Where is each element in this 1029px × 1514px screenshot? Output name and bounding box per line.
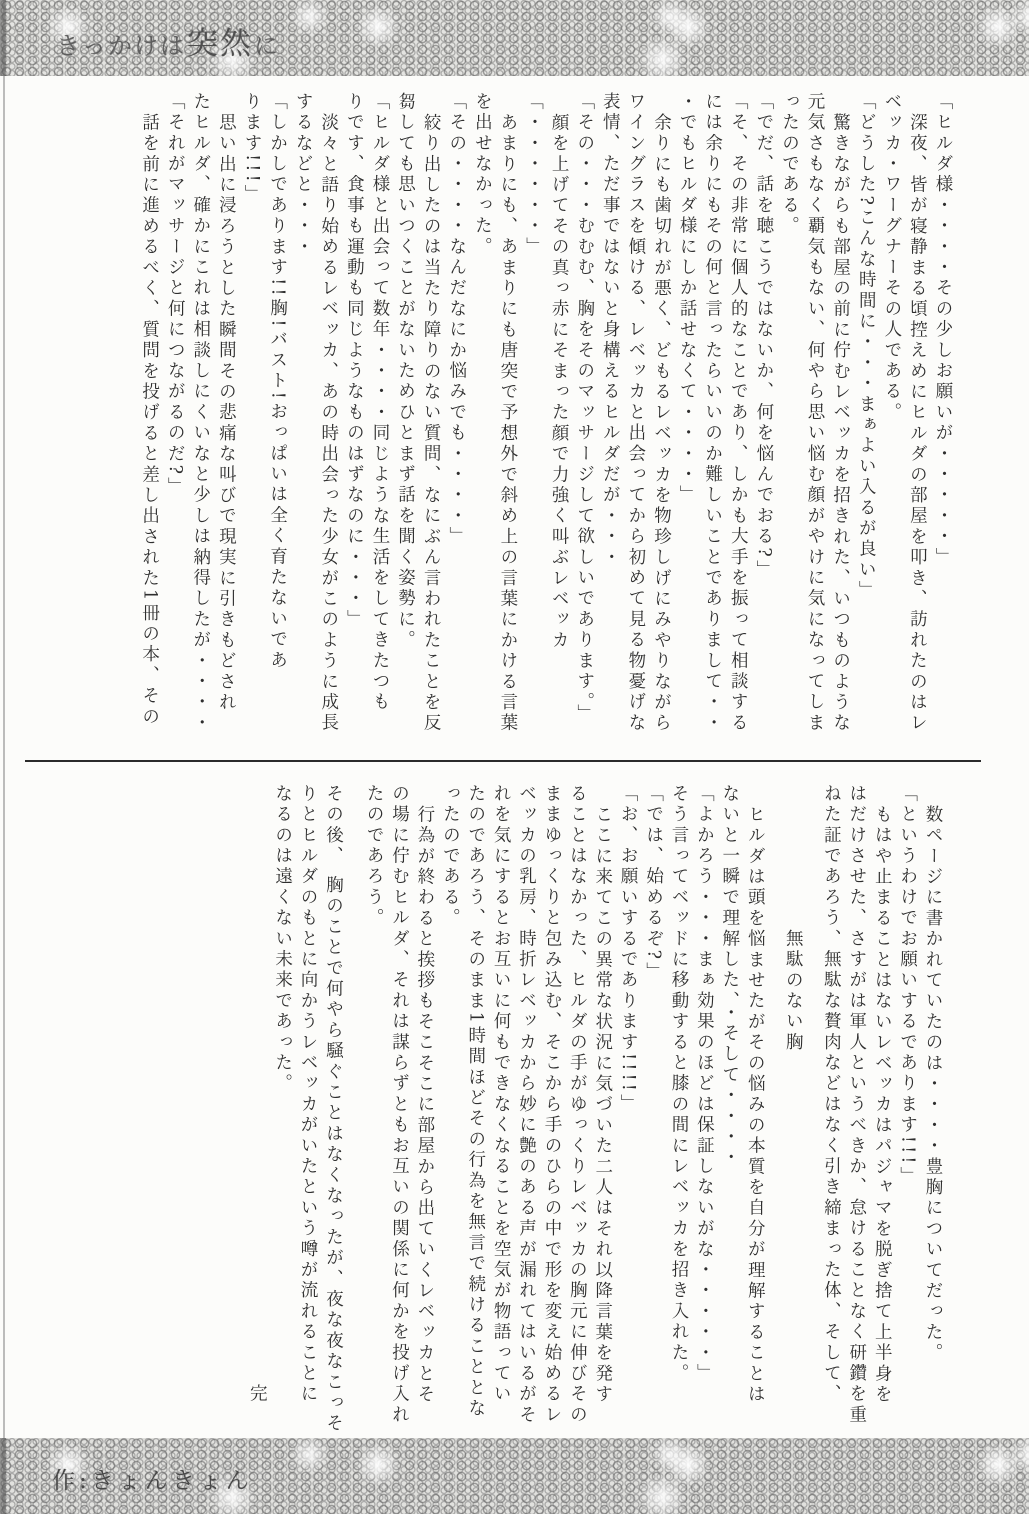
text-column: 「よかろう・・・まぁ効果のほどは保証しないがな・・・・・」 bbox=[694, 784, 715, 1385]
text-column: 思い出に浸ろうとした瞬間その悲痛な叫びで現実に引きもどされ bbox=[216, 112, 237, 713]
story-text-top bbox=[136, 92, 955, 760]
text-column: には余りにもその何と言ったらいいのか難しいことでありまして・・ bbox=[702, 92, 723, 734]
text-column: 驚きながらも部屋の前に佇むレベッカを招きれた、いつものような bbox=[830, 112, 851, 734]
text-column: 絞り出したのは当たり障りのない質問、なにぶん言われたことを反 bbox=[421, 112, 442, 734]
text-column: 「というわけでお願いするであります!!!」 bbox=[897, 784, 918, 1188]
text-column: 芻しても思いつくことがないためひとまず話を聞く姿勢に。 bbox=[395, 92, 416, 651]
text-column: 「では、始めるぞ?」 bbox=[643, 784, 664, 983]
text-column: 「・・・・・・」 bbox=[523, 92, 544, 258]
page-header bbox=[0, 0, 1029, 76]
text-column: もはや止まることはないレベッカはパジャマを脱ぎ捨て上半身を bbox=[872, 804, 893, 1405]
text-column: 「ヒルダ様・・・・その少しお願いが・・・・・」 bbox=[933, 92, 953, 569]
story-section-1 bbox=[0, 92, 1029, 760]
text-column: ったのである。 bbox=[440, 784, 461, 929]
text-column: ワイングラスを傾ける、レベッカと出会ってから初めて見る物憂げな bbox=[625, 92, 646, 734]
text-column: するなどと・・・ bbox=[293, 92, 314, 258]
text-column: ここに来てこの異常な状況に気づいた二人はそれ以降言葉を発す bbox=[592, 804, 613, 1405]
text-column: なるのは遠くない未来であった。 bbox=[272, 784, 293, 1095]
story-section-2 bbox=[0, 784, 1029, 1438]
page-title bbox=[56, 18, 280, 63]
text-column: 「そ、その非常に個人的なことであり、しかも大手を振って相談する bbox=[728, 92, 749, 734]
text-column: 「どうした?こんな時間に・・・まぁよい入るが良い」 bbox=[856, 92, 877, 602]
text-column: ・でもヒルダ様にしか話せなくて・・・・」 bbox=[677, 92, 698, 506]
text-column: ヒルダは頭を悩ませたがその悩みの本質を自分が理解することは bbox=[745, 804, 766, 1405]
text-column: りです、食事も運動も同じようなものはずなのに・・・」 bbox=[344, 92, 365, 631]
text-column: ベッカ・ワーグナーその人である。 bbox=[881, 92, 902, 424]
text-column: ります!!!」 bbox=[241, 92, 262, 206]
text-column: 「その・・・・なんだなにか悩みでも・・・・」 bbox=[446, 92, 467, 548]
page-title-pre: きっかけは bbox=[56, 32, 186, 60]
text-column: あまりにも、あまりにも唐突で予想外で斜め上の言葉にかける言葉 bbox=[497, 112, 518, 734]
text-column: ったのである。 bbox=[779, 92, 800, 237]
text-column: 淡々と語り始めるレベッカ、あの時出会った少女がこのように成長 bbox=[318, 112, 339, 734]
text-column: 「ヒルダ様と出会って数年・・・・同じような生活をしてきたつも bbox=[369, 92, 390, 713]
text-column: ままゆっくりと包み込む、そこから手のひらの中で形を変え始めるレ bbox=[541, 784, 562, 1426]
story-text-bottom bbox=[244, 784, 945, 1438]
text-column: 「でだ、話を聴こうではないか、何を悩んでおる?」 bbox=[753, 92, 774, 581]
text-column: たのであろう、そのまま1時間ほどその行為を無言で続けることとな bbox=[465, 784, 486, 1420]
text-column: 「お、お願いするであります!!!!」 bbox=[618, 784, 639, 1115]
text-column: 数ページに書かれていたのは・・・・豊胸についてだった。 bbox=[923, 804, 943, 1364]
text-column: 行為が終わると挨拶もそこそこに部屋から出ていくレベッカとそ bbox=[414, 804, 435, 1405]
text-column: 「その・・・むむむ、胸をそのマッサージして欲しいであります。」 bbox=[574, 92, 595, 725]
text-column: 表情、ただ事ではないと身構えるヒルダだが・・・ bbox=[600, 92, 621, 569]
page-title-emphasis: 突然 bbox=[187, 26, 253, 62]
end-mark: 完 bbox=[247, 1384, 268, 1405]
text-column: 「しかしであります!!胸!バスト!おっぱいは全く育たないであ bbox=[267, 92, 288, 672]
text-column: ることはなかった、ヒルダの手がゆっくりレベッカの胸元に伸びその bbox=[567, 784, 588, 1426]
text-column: 話を前に進めるべく、質問を投げると差し出された1冊の本、その bbox=[139, 112, 160, 728]
text-column: たヒルダ、確かにこれは相談しにくいなと少しは納得したが・・・・ bbox=[190, 92, 211, 734]
text-column: たのであろう。 bbox=[364, 784, 385, 929]
text-column: そう言ってベッドに移動すると膝の間にレベッカを招き入れた。 bbox=[668, 784, 689, 1385]
page-body bbox=[0, 76, 1029, 1438]
section-divider bbox=[25, 760, 981, 762]
text-column: ないと一瞬で理解した、・そして・・・・ bbox=[719, 784, 740, 1169]
text-column: を出せなかった。 bbox=[472, 92, 493, 258]
text-column: 深夜、皆が寝静まる頃控えめにヒルダの部屋を叩き、訪れたのはレ bbox=[907, 112, 928, 734]
text-column: りとヒルダのもとに向かうレベッカがいたという噂が流れることに bbox=[298, 784, 319, 1405]
text-column: ねた証であろう、無駄な贅肉などはなく引き締まった体、そして、 bbox=[821, 784, 842, 1405]
text-column: 顔を上げてその真っ赤にそまった顔で力強く叫ぶレベッカ bbox=[549, 112, 570, 651]
page-title-post: に bbox=[254, 32, 280, 60]
text-column: 「それがマッサージと何につながるのだ?」 bbox=[165, 92, 186, 498]
text-column: れを気にするとお互いに何もできなくなることを空気が物語ってい bbox=[491, 784, 512, 1405]
text-column: その後、 胸のことで何やら騒ぐことはなくなったが、夜な夜なこっそ bbox=[323, 784, 344, 1435]
text-column: 元気さもなく覇気もない、何やら思い悩む顔がやけに気になってしま bbox=[805, 92, 826, 734]
text-column: ベッカの乳房、時折レベッカから妙に艶のある声が漏れてはいるがそ bbox=[516, 784, 537, 1426]
subsection-heading: 無駄のない胸 bbox=[783, 928, 804, 1054]
text-column: はだけさせた、さすがは軍人というべきか、怠けることなく研鑽を重 bbox=[846, 784, 867, 1426]
text-column: 余りにも歯切れが悪く、どもるレベッカを物珍しげにみやりながら bbox=[651, 112, 672, 734]
page-footer bbox=[0, 1438, 1029, 1514]
text-column: の場に佇むヒルダ、それは謀らずともお互いの関係に何かを投げ入れ bbox=[389, 784, 410, 1426]
author-credit: 作:きょんきょん bbox=[52, 1468, 253, 1494]
